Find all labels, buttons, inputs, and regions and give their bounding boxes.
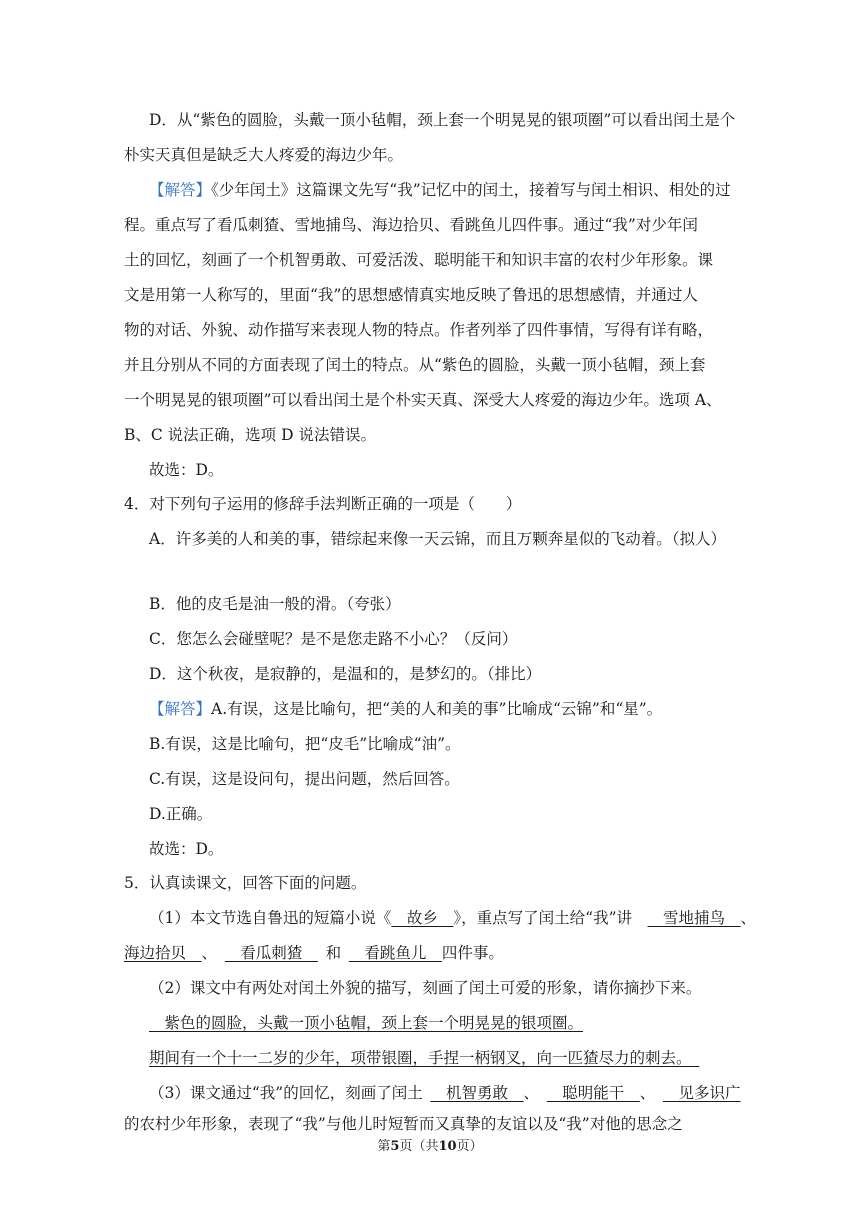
q4-choice: 故选：D。 [149,840,224,858]
answer-tag: 【解答】 [149,700,212,718]
q5-part2-answer-1: 紫色的圆脸，头戴一顶小毡帽，颈上套一个明晃晃的银项圈。 [149,1014,584,1032]
q4-option-b: B．他的皮毛是油一般的滑。（夸张） [149,595,401,613]
q5-part3-line2: 的农村少年形象，表现了“我”与他儿时短暂而又真挚的友谊以及“我”对他的思念之 [124,1115,683,1133]
q3-answer-line-5: 物的对话、外貌、动作描写来表现人物的特点。作者列举了四件事情，写得有详有略， [124,321,714,339]
q3-answer-line-4: 文是用第一人称写的，里面“我”的思想感情真实地反映了鲁迅的思想感情，并通过人 [124,286,698,304]
page-footer: 第5页（共10页） [377,1139,483,1154]
answer-tag: 【解答】 [149,181,212,199]
q4-option-d: D．这个秋夜，是寂静的，是温和的，是梦幻的。（排比） [149,665,542,683]
q3-answer-line-6: 并且分别从不同的方面表现了闰土的特点。从“紫色的圆脸，头戴一顶小毡帽，颈上套 [124,356,706,374]
q3-answer-line-8: B、C 说法正确，选项 D 说法错误。 [124,426,376,444]
q3-answer-line-7: 一个明晃晃的银项圈”可以看出闰土是个朴实天真、深受大人疼爱的海边少年。选项 A、 [124,391,722,409]
q3-answer-line-1: 【解答】《少年闰土》这篇课文先写“我”记忆中的闰土，接着写与闰土相识、相处的过 [149,181,731,199]
answer-blank: 海边拾贝 [124,944,202,962]
q3-choice: 故选：D。 [149,461,224,479]
q5-part1-line1: （1）本文节选自鲁迅的短篇小说《 故乡 》，重点写了闰土给“我”讲 雪地捕鸟 、 [149,909,757,927]
answer-blank: 看瓜刺猹 [224,944,318,962]
q4-answer-c: C.有误，这是设问句，提出问题，然后回答。 [149,770,460,788]
q3-option-d-line2: 朴实天真但是缺乏大人疼爱的海边少年。 [124,146,404,164]
answer-blank: 机智勇敢 [430,1084,524,1102]
q3-answer-line-2: 程。重点写了看瓜刺猹、雪地捕鸟、海边拾贝、看跳鱼儿四件事。通过“我”对少年闰 [124,216,698,234]
page-number: 5 [390,1139,400,1154]
q4-stem: 4．对下列句子运用的修辞手法判断正确的一项是（ ） [124,495,522,513]
q4-option-a: A．许多美的人和美的事，错综起来像一天云锦，而且万颗奔星似的飞动着。（拟人） [149,530,726,548]
page-total: 10 [438,1139,457,1154]
q5-stem: 5．认真读课文，回答下面的问题。 [124,874,367,892]
q4-option-c: C．您怎么会碰壁呢？是不是您走路不小心？（反问） [149,630,518,648]
q4-answer-a: 【解答】A.有误，这是比喻句，把“美的人和美的事”比喻成“云锦”和“星”。 [149,700,663,718]
q4-answer-b: B.有误，这是比喻句，把“皮毛”比喻成“油”。 [149,735,461,753]
answer-blank: 故乡 [391,909,454,927]
answer-blank: 看跳鱼儿 [348,944,442,962]
answer-blank: 见多识广 [663,1084,741,1102]
q5-part3-line1: （3）课文通过“我”的回忆，刻画了闰土 机智勇敢 、 聪明能干 、 见多识广 [149,1084,741,1102]
q3-answer-line-3: 土的回忆，刻画了一个机智勇敢、可爱活泼、聪明能干和知识丰富的农村少年形象。课 [124,251,714,269]
q5-part2-answer-2: 期间有一个十一二岁的少年，项带银圈，手捏一柄钢叉，向一匹猹尽力的刺去。 [149,1049,700,1067]
q4-answer-d: D.正确。 [149,805,213,823]
q5-part1-line2: 海边拾贝 、 看瓜刺猹 和 看跳鱼儿 四件事。 [124,944,504,962]
answer-blank: 聪明能干 [546,1084,640,1102]
answer-blank: 雪地捕鸟 [647,909,741,927]
q5-part2-prompt: （2）课文中有两处对闰土外貌的描写，刻画了闰土可爱的形象，请你摘抄下来。 [149,979,702,997]
q3-option-d-line1: D．从“紫色的圆脸，头戴一顶小毡帽，颈上套一个明晃晃的银项圈”可以看出闰土是个 [149,111,736,129]
